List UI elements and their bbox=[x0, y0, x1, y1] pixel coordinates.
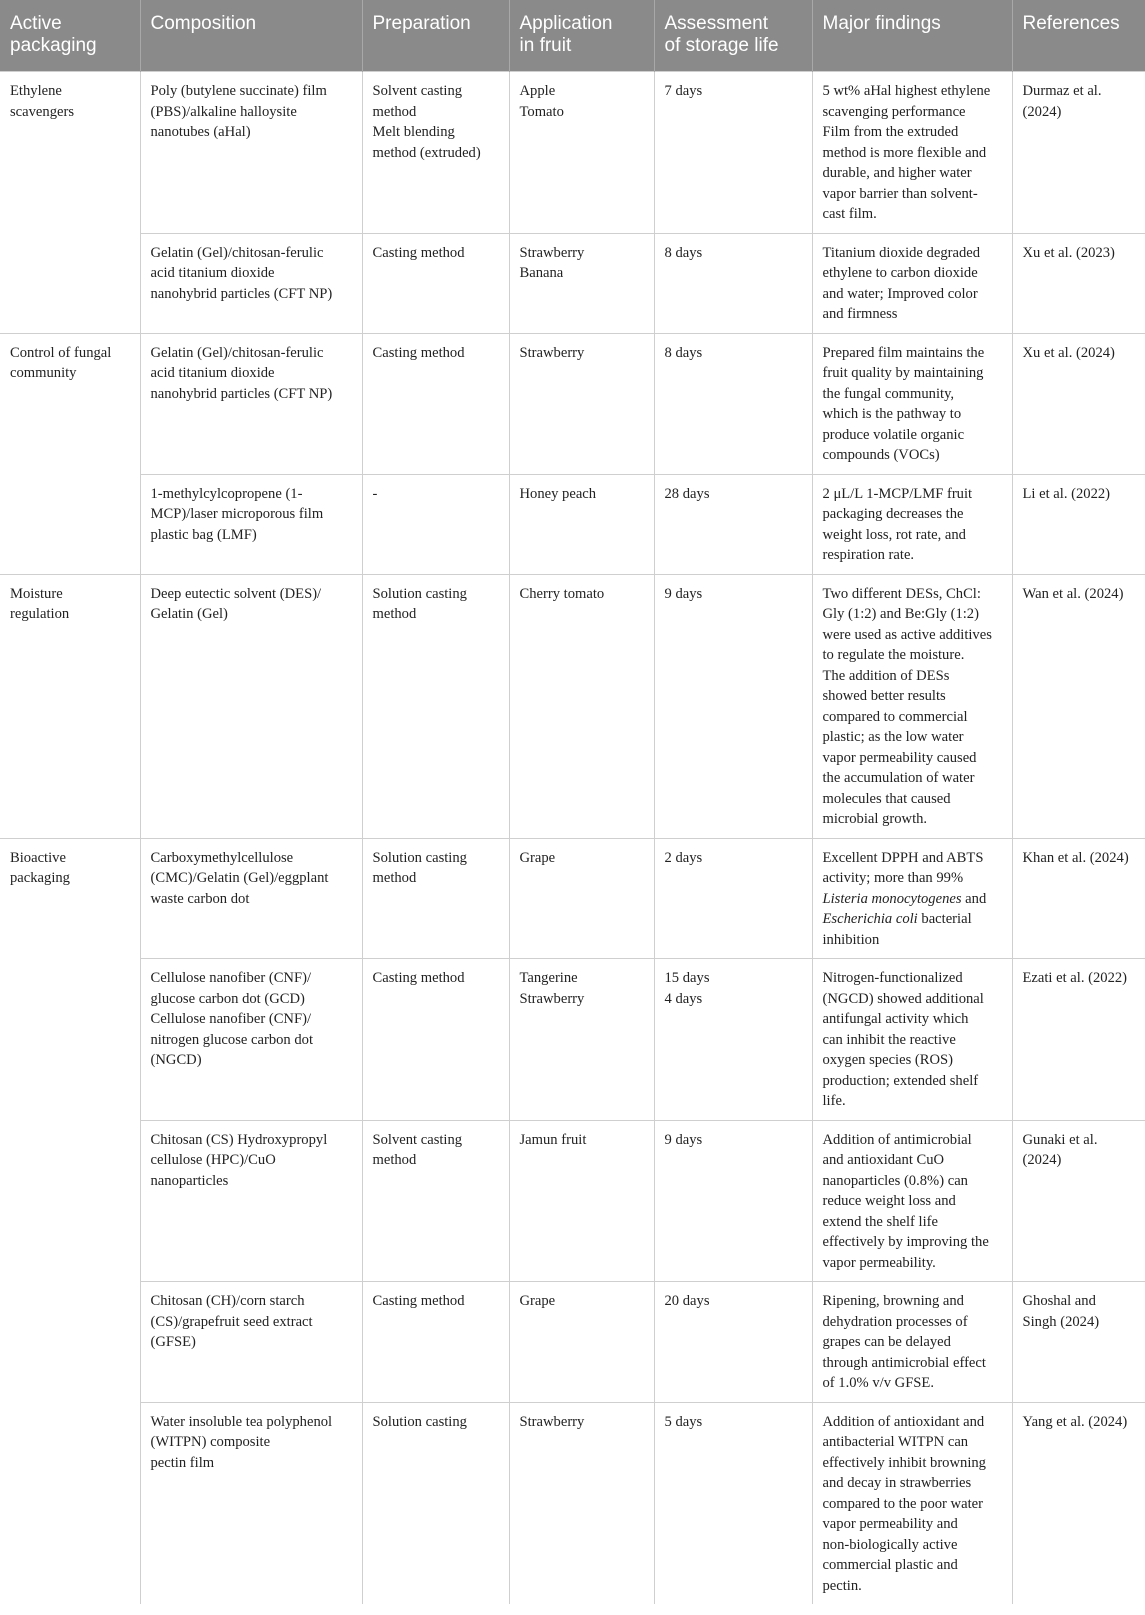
reference-line: Durmaz et al. bbox=[1022, 83, 1102, 99]
findings-line: showed better results bbox=[822, 688, 946, 704]
findings-line: The addition of DESs bbox=[822, 667, 950, 684]
findings-line: compared to commercial bbox=[822, 708, 968, 725]
findings-line: compared to the poor water bbox=[822, 1495, 983, 1512]
composition-line: Carboxymethylcellulose bbox=[150, 849, 294, 866]
reference-line: Xu et al. (2024) bbox=[1022, 344, 1115, 361]
fruit-line: Cherry tomato bbox=[519, 585, 605, 602]
composition-cell bbox=[140, 1120, 362, 1282]
findings-line: 2 μL/L 1-MCP/LMF fruit bbox=[822, 485, 973, 502]
fruit-line: Strawberry bbox=[519, 244, 585, 261]
reference-cell bbox=[1012, 333, 1145, 474]
findings-line: nanoparticles (0.8%) can bbox=[822, 1172, 968, 1189]
preparation-line: method bbox=[372, 870, 417, 886]
composition-line: Water insoluble tea polyphenol bbox=[150, 1413, 333, 1430]
fruit-cell bbox=[509, 1120, 654, 1282]
findings-cell bbox=[812, 474, 1012, 574]
findings-line: commercial plastic and bbox=[822, 1557, 958, 1573]
species-name: Listeria monocytogenes bbox=[822, 890, 962, 907]
preparation-line: Solution casting bbox=[372, 849, 467, 866]
findings-line: and antioxidant CuO bbox=[822, 1152, 945, 1168]
findings-line: reduce weight loss and bbox=[822, 1193, 956, 1209]
storage-life-line: 5 days bbox=[664, 1413, 703, 1430]
storage-life-cell bbox=[654, 838, 812, 959]
findings-line: Gly (1:2) and Be:Gly (1:2) bbox=[822, 606, 979, 622]
header-references bbox=[1012, 0, 1145, 72]
findings-line: vapor permeability. bbox=[822, 1254, 936, 1271]
preparation-cell bbox=[362, 474, 509, 574]
composition-line: acid titanium dioxide bbox=[150, 265, 275, 281]
composition-line: nitrogen glucose carbon dot bbox=[150, 1031, 314, 1048]
findings-cell bbox=[812, 333, 1012, 474]
category-cell bbox=[0, 333, 140, 574]
findings-line: were used as active additives bbox=[822, 626, 992, 643]
findings-line: weight loss, rot rate, and bbox=[822, 526, 966, 543]
composition-line: Cellulose nanofiber (CNF)/ bbox=[150, 970, 312, 986]
header-storage-life bbox=[654, 0, 812, 72]
preparation-line: Casting method bbox=[372, 970, 465, 986]
preparation-line: Solvent casting bbox=[372, 83, 463, 99]
storage-life-cell bbox=[654, 474, 812, 574]
storage-life-line: 8 days bbox=[664, 344, 703, 361]
preparation-cell bbox=[362, 1282, 509, 1403]
composition-line: nanohybrid particles (CFT NP) bbox=[150, 385, 333, 402]
storage-life-line: 9 days bbox=[664, 1131, 703, 1148]
table-row bbox=[0, 72, 1145, 234]
preparation-line: - bbox=[372, 485, 378, 502]
composition-line: (PBS)/alkaline halloysite bbox=[150, 103, 297, 120]
findings-line: life. bbox=[822, 1093, 846, 1109]
composition-line: (CS)/grapefruit seed extract bbox=[150, 1313, 313, 1330]
findings-line: plastic; as the low water bbox=[822, 729, 964, 745]
composition-line: (NGCD) bbox=[150, 1052, 202, 1068]
header-active-packaging-line: packaging bbox=[10, 35, 97, 56]
findings-line: oxygen species (ROS) bbox=[822, 1052, 954, 1068]
composition-cell bbox=[140, 474, 362, 574]
preparation-line: Solution casting bbox=[372, 585, 467, 602]
findings-line: and decay in strawberries bbox=[822, 1475, 972, 1491]
reference-line: Xu et al. (2023) bbox=[1022, 244, 1115, 261]
findings-line: produce volatile organic bbox=[822, 426, 965, 443]
preparation-line: Solvent casting bbox=[372, 1131, 463, 1148]
composition-line: nanotubes (aHal) bbox=[150, 124, 251, 140]
header-composition bbox=[140, 0, 362, 72]
storage-life-line: 4 days bbox=[664, 990, 703, 1007]
fruit-cell bbox=[509, 959, 654, 1121]
preparation-line: Casting method bbox=[372, 244, 465, 261]
category-line: Bioactive bbox=[10, 849, 66, 866]
preparation-cell bbox=[362, 1402, 509, 1604]
storage-life-cell bbox=[654, 333, 812, 474]
composition-cell bbox=[140, 333, 362, 474]
findings-line: dehydration processes of bbox=[822, 1313, 968, 1330]
storage-life-line: 8 days bbox=[664, 244, 703, 261]
preparation-line: Casting method bbox=[372, 1293, 465, 1309]
table-row bbox=[0, 574, 1145, 838]
fruit-line: Strawberry bbox=[519, 990, 585, 1007]
findings-line: and firmness bbox=[822, 306, 898, 322]
fruit-cell bbox=[509, 1402, 654, 1604]
composition-cell bbox=[140, 233, 362, 333]
category-line: Control of fungal bbox=[10, 344, 112, 361]
findings-line: Nitrogen-functionalized bbox=[822, 970, 963, 986]
findings-cell bbox=[812, 1402, 1012, 1604]
findings-line: Addition of antioxidant and bbox=[822, 1413, 985, 1430]
findings-cell bbox=[812, 233, 1012, 333]
findings-line: the accumulation of water bbox=[822, 770, 975, 786]
preparation-line: Solution casting bbox=[372, 1413, 467, 1430]
reference-line: Yang et al. (2024) bbox=[1022, 1413, 1128, 1430]
reference-line: Gunaki et al. bbox=[1022, 1131, 1098, 1148]
findings-line: respiration rate. bbox=[822, 547, 915, 563]
storage-life-cell bbox=[654, 1402, 812, 1604]
fruit-cell bbox=[509, 474, 654, 574]
reference-line: Khan et al. (2024) bbox=[1022, 849, 1129, 866]
header-application-line: Application bbox=[519, 13, 613, 34]
fruit-line: Apple bbox=[519, 83, 556, 99]
findings-line: Ripening, browning and bbox=[822, 1293, 964, 1309]
fruit-line: Grape bbox=[519, 849, 556, 866]
composition-line: Gelatin (Gel)/chitosan-ferulic bbox=[150, 344, 324, 361]
header-application bbox=[509, 0, 654, 72]
reference-line: Ezati et al. (2022) bbox=[1022, 970, 1128, 986]
findings-line: Escherichia coli bacterial bbox=[822, 911, 972, 927]
header-application-line: in fruit bbox=[519, 35, 572, 56]
category-cell bbox=[0, 72, 140, 334]
findings-line: vapor permeability and bbox=[822, 1516, 958, 1532]
category-line: community bbox=[10, 365, 77, 381]
findings-line: 5 wt% aHal highest ethylene bbox=[822, 83, 991, 99]
reference-cell bbox=[1012, 474, 1145, 574]
storage-life-line: 20 days bbox=[664, 1293, 710, 1309]
reference-cell bbox=[1012, 233, 1145, 333]
findings-line: fruit quality by maintaining bbox=[822, 365, 984, 381]
category-line: scavengers bbox=[10, 103, 75, 120]
storage-life-cell bbox=[654, 233, 812, 333]
composition-line: nanohybrid particles (CFT NP) bbox=[150, 285, 333, 302]
header-active-packaging bbox=[0, 0, 140, 72]
findings-line: Excellent DPPH and ABTS bbox=[822, 849, 984, 866]
fruit-line: Jamun fruit bbox=[519, 1131, 587, 1148]
composition-line: (GFSE) bbox=[150, 1334, 196, 1350]
storage-life-cell bbox=[654, 1282, 812, 1403]
species-name: Escherichia coli bbox=[822, 911, 918, 927]
reference-cell bbox=[1012, 838, 1145, 959]
fruit-line: Grape bbox=[519, 1293, 556, 1309]
preparation-cell bbox=[362, 959, 509, 1121]
findings-line: molecules that caused bbox=[822, 790, 951, 807]
findings-line: scavenging performance bbox=[822, 103, 966, 120]
preparation-cell bbox=[362, 1120, 509, 1282]
table-row bbox=[0, 1402, 1145, 1604]
preparation-cell bbox=[362, 72, 509, 234]
findings-line: Prepared film maintains the bbox=[822, 344, 985, 361]
reference-line: (2024) bbox=[1022, 1152, 1062, 1168]
findings-line: Addition of antimicrobial bbox=[822, 1131, 972, 1148]
findings-line: of 1.0% v/v GFSE. bbox=[822, 1375, 934, 1391]
reference-line: Singh (2024) bbox=[1022, 1313, 1100, 1330]
composition-line: Cellulose nanofiber (CNF)/ bbox=[150, 1011, 312, 1027]
storage-life-line: 2 days bbox=[664, 849, 703, 866]
reference-line: Ghoshal and bbox=[1022, 1293, 1096, 1309]
storage-life-line: 9 days bbox=[664, 585, 703, 602]
composition-line: (CMC)/Gelatin (Gel)/eggplant bbox=[150, 870, 329, 886]
composition-cell bbox=[140, 959, 362, 1121]
findings-line: durable, and higher water bbox=[822, 165, 972, 181]
findings-line: cast film. bbox=[822, 206, 877, 222]
findings-line: extend the shelf life bbox=[822, 1213, 938, 1230]
fruit-line: Tangerine bbox=[519, 970, 578, 986]
preparation-cell bbox=[362, 574, 509, 838]
category-line: regulation bbox=[10, 606, 70, 622]
table-header bbox=[0, 0, 1145, 72]
composition-line: acid titanium dioxide bbox=[150, 365, 275, 381]
table-body bbox=[0, 72, 1145, 1605]
reference-line: Li et al. (2022) bbox=[1022, 485, 1111, 502]
category-line: Ethylene bbox=[10, 83, 62, 99]
fruit-line: Tomato bbox=[519, 103, 564, 120]
storage-life-cell bbox=[654, 959, 812, 1121]
reference-cell bbox=[1012, 1402, 1145, 1604]
composition-cell bbox=[140, 838, 362, 959]
findings-line: non-biologically active bbox=[822, 1536, 958, 1553]
preparation-line: method bbox=[372, 606, 417, 622]
fruit-line: Strawberry bbox=[519, 344, 585, 361]
storage-life-line: 7 days bbox=[664, 83, 703, 99]
reference-line: Wan et al. (2024) bbox=[1022, 585, 1124, 602]
composition-line: waste carbon dot bbox=[150, 890, 250, 907]
composition-line: nanoparticles bbox=[150, 1172, 229, 1189]
composition-cell bbox=[140, 574, 362, 838]
fruit-cell bbox=[509, 72, 654, 234]
findings-line: and water; Improved color bbox=[822, 285, 978, 302]
storage-life-cell bbox=[654, 574, 812, 838]
header-references-line: References bbox=[1022, 13, 1120, 34]
findings-cell bbox=[812, 72, 1012, 234]
findings-line: antifungal activity which bbox=[822, 1011, 969, 1027]
preparation-line: Casting method bbox=[372, 344, 465, 361]
fruit-line: Honey peach bbox=[519, 485, 597, 502]
findings-cell bbox=[812, 1282, 1012, 1403]
composition-line: (WITPN) composite bbox=[150, 1434, 271, 1450]
fruit-line: Strawberry bbox=[519, 1413, 585, 1430]
storage-life-line: 28 days bbox=[664, 485, 710, 502]
category-line: packaging bbox=[10, 870, 70, 886]
reference-cell bbox=[1012, 574, 1145, 838]
composition-line: Poly (butylene succinate) film bbox=[150, 83, 327, 99]
fruit-cell bbox=[509, 1282, 654, 1403]
findings-line: (NGCD) showed additional bbox=[822, 990, 984, 1007]
findings-cell bbox=[812, 959, 1012, 1121]
findings-line: Two different DESs, ChCl: bbox=[822, 585, 981, 602]
composition-cell bbox=[140, 72, 362, 234]
findings-line: effectively inhibit browning bbox=[822, 1454, 986, 1471]
table-row bbox=[0, 333, 1145, 474]
findings-line: compounds (VOCs) bbox=[822, 447, 940, 463]
reference-cell bbox=[1012, 72, 1145, 234]
storage-life-cell bbox=[654, 72, 812, 234]
findings-line: Titanium dioxide degraded bbox=[822, 244, 981, 261]
reference-cell bbox=[1012, 959, 1145, 1121]
findings-line: antibacterial WITPN can bbox=[822, 1434, 969, 1450]
composition-line: MCP)/laser microporous film bbox=[150, 506, 324, 522]
preparation-line: method bbox=[372, 1152, 417, 1168]
composition-line: Deep eutectic solvent (DES)/ bbox=[150, 585, 322, 602]
preparation-cell bbox=[362, 838, 509, 959]
header-major-findings bbox=[812, 0, 1012, 72]
category-cell bbox=[0, 838, 140, 1604]
preparation-line: Melt blending bbox=[372, 124, 455, 140]
storage-life-line: 15 days bbox=[664, 970, 710, 986]
preparation-line: method (extruded) bbox=[372, 144, 481, 161]
findings-line: method is more flexible and bbox=[822, 144, 987, 161]
findings-line: through antimicrobial effect bbox=[822, 1354, 986, 1371]
fruit-cell bbox=[509, 574, 654, 838]
findings-line: which is the pathway to bbox=[822, 406, 962, 422]
table-row bbox=[0, 1120, 1145, 1282]
findings-line: Listeria monocytogenes and bbox=[822, 890, 987, 907]
preparation-cell bbox=[362, 233, 509, 333]
reference-cell bbox=[1012, 1120, 1145, 1282]
header-row bbox=[0, 0, 1145, 72]
header-major-findings-line: Major findings bbox=[822, 13, 941, 34]
composition-line: Gelatin (Gel) bbox=[150, 606, 228, 622]
header-active-packaging-line: Active bbox=[10, 13, 62, 34]
findings-line: the fungal community, bbox=[822, 385, 955, 402]
findings-cell bbox=[812, 574, 1012, 838]
composition-line: pectin film bbox=[150, 1454, 215, 1471]
header-preparation-line: Preparation bbox=[372, 13, 471, 34]
composition-line: 1-methylcylcopropene (1- bbox=[150, 485, 303, 502]
findings-line: inhibition bbox=[822, 931, 880, 948]
reference-cell bbox=[1012, 1282, 1145, 1403]
fruit-cell bbox=[509, 233, 654, 333]
findings-line: vapor permeability caused bbox=[822, 749, 977, 766]
findings-cell bbox=[812, 838, 1012, 959]
composition-line: cellulose (HPC)/CuO bbox=[150, 1152, 276, 1168]
header-composition-line: Composition bbox=[150, 13, 257, 34]
table-row bbox=[0, 838, 1145, 959]
findings-line: activity; more than 99% bbox=[822, 870, 964, 886]
table-row bbox=[0, 233, 1145, 333]
findings-line: vapor barrier than solvent- bbox=[822, 185, 978, 202]
composition-cell bbox=[140, 1282, 362, 1403]
table-row bbox=[0, 959, 1145, 1121]
findings-line: grapes can be delayed bbox=[822, 1334, 951, 1350]
category-line: Moisture bbox=[10, 585, 63, 602]
findings-line: packaging decreases the bbox=[822, 506, 964, 522]
composition-line: Chitosan (CS) Hydroxypropyl bbox=[150, 1131, 328, 1148]
findings-line: Film from the extruded bbox=[822, 124, 959, 140]
composition-line: Chitosan (CH)/corn starch bbox=[150, 1293, 305, 1309]
findings-line: effectively by improving the bbox=[822, 1234, 989, 1250]
fruit-line: Banana bbox=[519, 265, 564, 281]
composition-line: glucose carbon dot (GCD) bbox=[150, 990, 305, 1007]
header-preparation bbox=[362, 0, 509, 72]
table-row bbox=[0, 1282, 1145, 1403]
fruit-cell bbox=[509, 333, 654, 474]
header-storage-life-line: Assessment bbox=[664, 13, 768, 34]
storage-life-cell bbox=[654, 1120, 812, 1282]
findings-line: to regulate the moisture. bbox=[822, 647, 965, 663]
category-cell bbox=[0, 574, 140, 838]
header-storage-life-line: of storage life bbox=[664, 35, 779, 56]
composition-line: Gelatin (Gel)/chitosan-ferulic bbox=[150, 244, 324, 261]
findings-line: can inhibit the reactive bbox=[822, 1031, 956, 1048]
findings-cell bbox=[812, 1120, 1012, 1282]
composition-cell bbox=[140, 1402, 362, 1604]
findings-line: production; extended shelf bbox=[822, 1072, 979, 1089]
findings-line: ethylene to carbon dioxide bbox=[822, 265, 978, 281]
table-row bbox=[0, 474, 1145, 574]
findings-line: microbial growth. bbox=[822, 811, 928, 827]
composition-line: plastic bag (LMF) bbox=[150, 526, 257, 543]
reference-line: (2024) bbox=[1022, 103, 1062, 120]
fruit-cell bbox=[509, 838, 654, 959]
preparation-line: method bbox=[372, 103, 417, 120]
findings-line: pectin. bbox=[822, 1577, 862, 1594]
preparation-cell bbox=[362, 333, 509, 474]
